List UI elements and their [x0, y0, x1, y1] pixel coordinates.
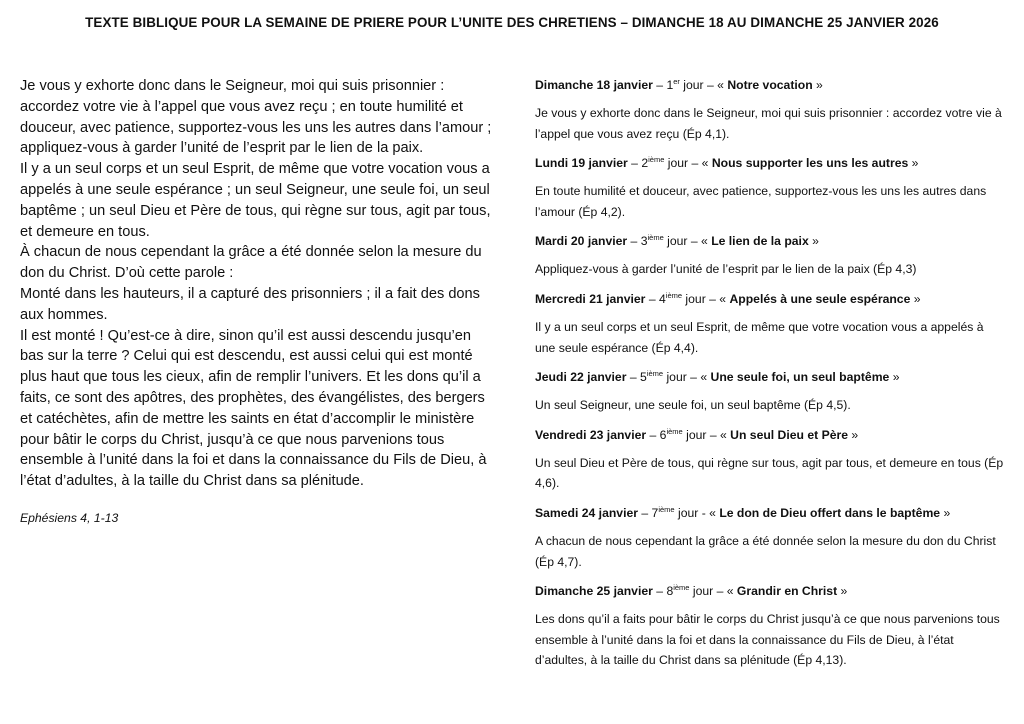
day-number: 4 — [659, 291, 666, 306]
day-text: Un seul Seigneur, une seule foi, un seul baptême (Ép 4,5). — [535, 398, 851, 413]
day-theme: Appelés à une seule espérance — [729, 291, 911, 306]
day-theme: Le lien de la paix — [711, 234, 809, 249]
separator: jour – « — [663, 370, 711, 385]
day-theme: Une seule foi, un seul baptême — [710, 370, 890, 385]
ordinal-suffix: ième — [666, 426, 683, 436]
day-theme: Le don de Dieu offert dans le baptême — [719, 505, 941, 520]
separator: – — [637, 505, 652, 520]
day-date: Lundi 19 janvier — [535, 156, 628, 171]
day-number: 8 — [666, 584, 674, 599]
separator: jour – « — [682, 291, 730, 306]
ordinal-suffix: ième — [646, 369, 664, 379]
separator: – — [645, 291, 659, 306]
day-heading — [535, 368, 1005, 386]
reading-paragraph: Je vous y exhorte donc dans le Seigneur, moi qui suis prisonnier : accordez votre vie à l’appel que vous avez reçu ; en toute humilité et douceur, avec patience, supportez-vous les uns les autres dans l’amour ; appliquez-vous à garder l’unité de l’esprit par le lien de la paix. — [20, 78, 492, 157]
day-date: Mercredi 21 janvier — [535, 291, 646, 306]
separator: – — [652, 584, 667, 599]
ordinal-suffix: ième — [648, 155, 665, 165]
quote-close: » — [910, 291, 921, 306]
separator: jour – « — [682, 427, 731, 442]
day-number: 5 — [640, 370, 647, 385]
ordinal-suffix: er — [673, 76, 680, 86]
day-entry — [535, 290, 1005, 358]
reading-paragraph: Monté dans les hauteurs, il a capturé des prisonniers ; il a fait des dons aux hommes. — [20, 285, 480, 323]
quote-close: » — [848, 427, 859, 442]
daily-themes — [535, 76, 1005, 681]
quote-close: » — [889, 370, 900, 385]
page-title: TEXTE BIBLIQUE POUR LA SEMAINE DE PRIERE POUR L’UNITE DES CHRETIENS – DIMANCHE 18 AU DIMANCHE 25 JANVIER 2026 — [85, 15, 939, 30]
day-number: 1 — [666, 78, 674, 92]
separator: – — [627, 156, 642, 171]
day-date: Dimanche 18 janvier — [535, 78, 653, 92]
day-text: A chacun de nous cependant la grâce a été donnée selon la mesure du don du Christ (Ép 4,7). — [535, 533, 996, 569]
separator: jour – « — [663, 234, 712, 249]
separator: – — [646, 427, 660, 442]
day-heading — [535, 232, 1005, 250]
scripture-reference: Ephésiens 4, 1-13 — [20, 510, 119, 525]
day-entry — [535, 76, 1005, 144]
day-number: 2 — [641, 156, 649, 171]
quote-close: » — [808, 234, 819, 249]
day-text: Je vous y exhorte donc dans le Seigneur, moi qui suis prisonnier : accordez votre vie à l’appel que vous avez reçu (Ép 4,1). — [535, 106, 1002, 141]
day-number: 6 — [659, 427, 667, 442]
reading-paragraph: Il y a un seul corps et un seul Esprit, de même que votre vocation vous a appelés à une seule espérance ; un seul Seigneur, une seule foi, un seul baptême ; un seul Dieu et Père de tous, qui règne sur tous, agit par tous, et demeure en tous. — [20, 161, 491, 240]
day-entry — [535, 504, 1005, 572]
day-date: Mardi 20 janvier — [535, 234, 628, 249]
day-number: 7 — [651, 505, 659, 520]
day-entry — [535, 232, 1005, 280]
day-heading — [535, 426, 1005, 444]
day-entry — [535, 426, 1005, 494]
day-text: En toute humilité et douceur, avec patience, supportez-vous les uns les autres dans l’amour (Ép 4,2). — [535, 184, 987, 219]
separator: – — [652, 78, 667, 92]
separator: jour – « — [689, 584, 737, 599]
day-date: Jeudi 22 janvier — [535, 370, 627, 385]
quote-close: » — [837, 584, 848, 599]
reading-paragraph: Il est monté ! Qu’est-ce à dire, sinon qu’il est aussi descendu jusqu’en bas sur la terre ? Celui qui est descendu, est aussi celui qui est monté plus haut que tous les cieux, afin de remplir l’univers. Et les dons qu’il a faits, ce sont des apôtres, des prophètes, des évangélistes, des bergers et catéchètes, afin de mettre les saints en état d’accomplir le ministère pour bâtir le corps du Christ, jusqu’à ce que nous parvenions tous ensemble à l’unité dans la foi et dans la connaissance du Fils de Dieu, à l’état d’adultes, à la taille du Christ dans sa plénitude. — [20, 327, 487, 490]
day-text: Il y a un seul corps et un seul Esprit, de même que votre vocation vous a appelés à une seule espérance (Ép 4,4). — [535, 319, 984, 355]
separator: jour – « — [664, 156, 712, 171]
day-heading — [535, 290, 1005, 308]
day-number: 3 — [640, 234, 648, 249]
day-theme: Notre vocation — [727, 78, 813, 92]
day-text: Appliquez-vous à garder l’unité de l’esprit par le lien de la paix (Ép 4,3) — [535, 262, 917, 277]
reading-paragraph: À chacun de nous cependant la grâce a été donnée selon la mesure du don du Christ. D’où cette parole : — [20, 244, 482, 282]
quote-close: » — [908, 156, 919, 171]
separator: jour – « — [679, 78, 728, 92]
day-date: Samedi 24 janvier — [535, 505, 638, 520]
quote-close: » — [812, 78, 823, 92]
day-entry — [535, 582, 1005, 671]
ordinal-suffix: ième — [658, 504, 675, 514]
ordinal-suffix: ième — [673, 583, 690, 593]
day-entry — [535, 368, 1005, 416]
day-theme: Un seul Dieu et Père — [730, 427, 849, 442]
ordinal-suffix: ième — [647, 233, 664, 243]
day-date: Dimanche 25 janvier — [535, 584, 653, 599]
separator: – — [626, 370, 641, 385]
day-text: Un seul Dieu et Père de tous, qui règne sur tous, agit par tous, et demeure en tous (Ép 4,6). — [535, 455, 1004, 491]
day-theme: Nous supporter les uns les autres — [711, 156, 909, 171]
day-text: Les dons qu’il a faits pour bâtir le corps du Christ jusqu’à ce que nous parvenions tous ensemble à l’unité dans la foi et dans la connaissance du Fils de Dieu, à l’état d’adultes, à la taille du Christ dans sa plénitude (Ép 4,13). — [535, 612, 1000, 668]
scripture-reading — [20, 76, 492, 526]
separator: jour - « — [674, 505, 720, 520]
day-heading — [535, 76, 1005, 94]
day-date: Vendredi 23 janvier — [535, 427, 647, 442]
day-heading — [535, 154, 1005, 172]
day-theme: Grandir en Christ — [736, 584, 838, 599]
day-entry — [535, 154, 1005, 222]
ordinal-suffix: ième — [665, 290, 683, 300]
day-heading — [535, 582, 1005, 600]
day-heading — [535, 504, 1005, 522]
quote-close: » — [940, 505, 951, 520]
separator: – — [627, 234, 641, 249]
